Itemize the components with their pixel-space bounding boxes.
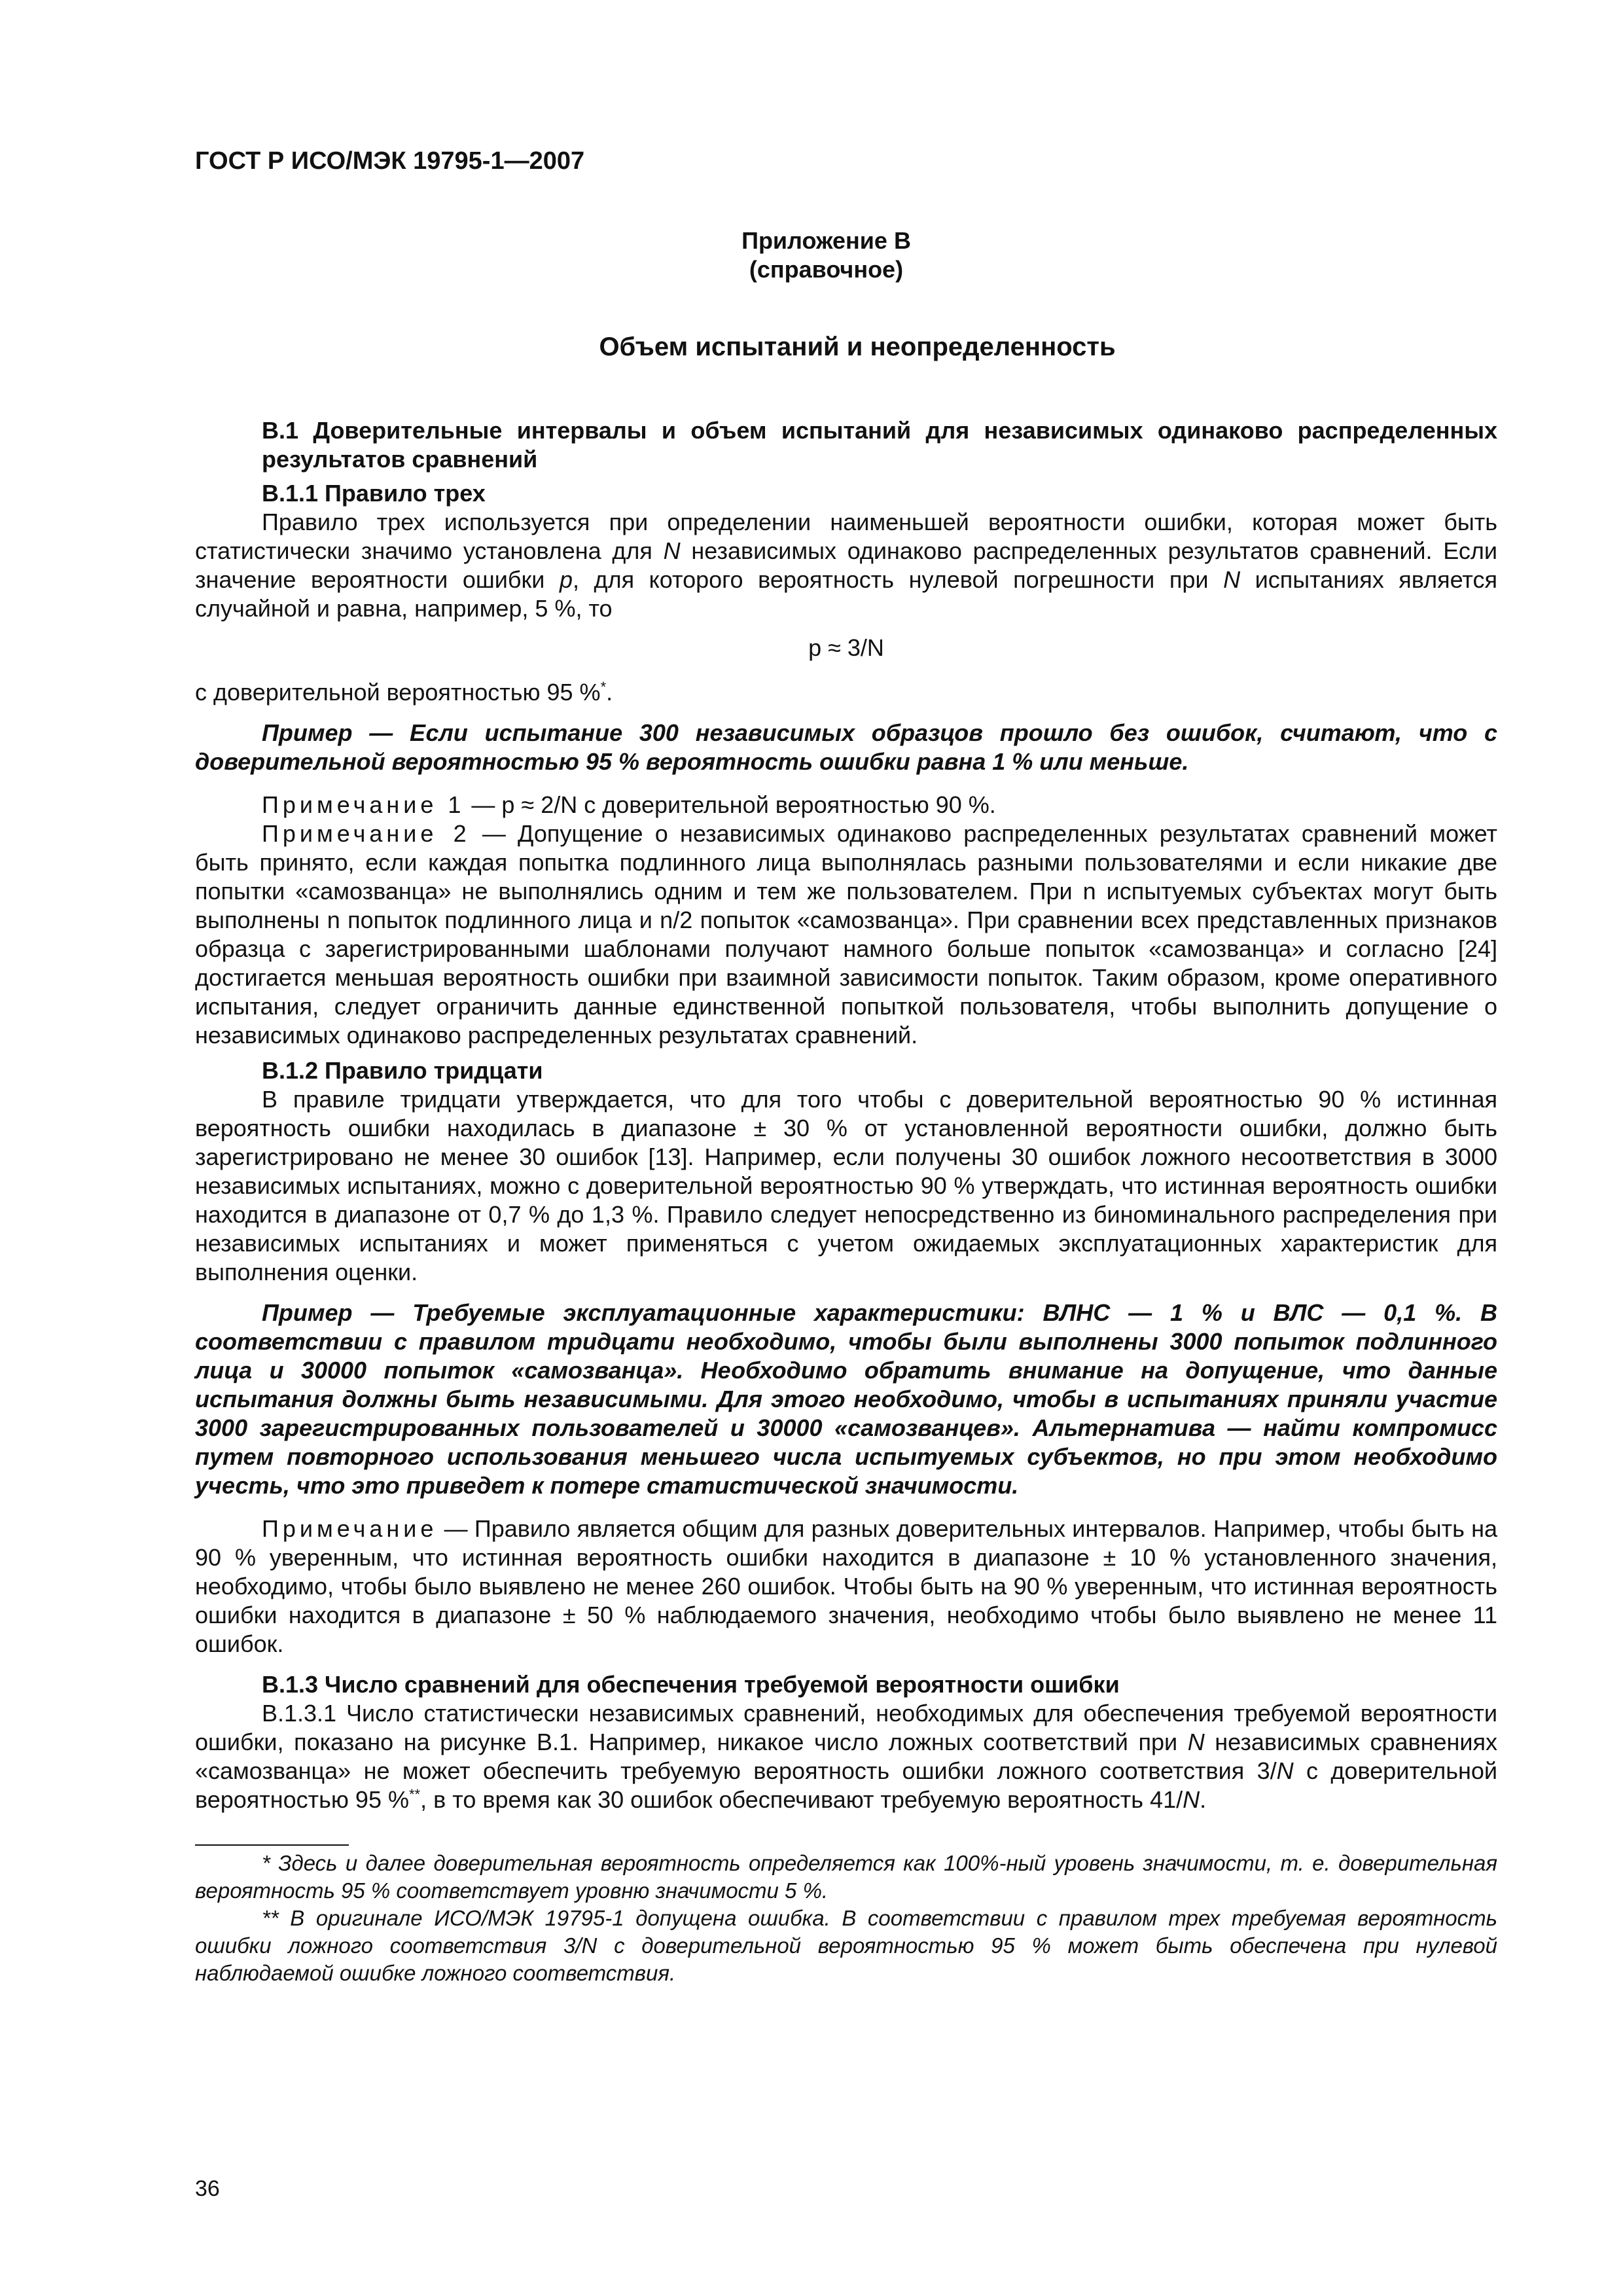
section-b12-heading: В.1.2 Правило тридцати xyxy=(262,1057,543,1084)
footnote-2: ** В оригинале ИСО/МЭК 19795-1 допущена ошибка. В соответствии с правилом трех требуемая вероятность ошибки ложного соответствия 3/N с доверительной вероятностью 95 % может быть обеспечена при нулевой наблюдаемой ошибке ложного соответствия. xyxy=(195,1906,1497,1985)
footnote-divider xyxy=(195,1844,349,1846)
note-2: Примечание 2 — Допущение о независимых одинаково распределенных результатах сравнений может быть принято, если каждая попытка подлинного лица выполнялась разными пользователями и если никакие две попытки «самозванца» не выполнялись одним и тем же пользователем. При n испытуемых субъектах могут быть выполнены n попыток подлинного лица и n/2 попыток «самозванца». При сравнении всех представленных признаков образца с зарегистрированными шаблонами получают намного больше попыток «самозванца» и согласно [24] достигается меньшая вероятность ошибки при взаимной зависимости попыток. Таким образом, кроме оперативного испытания, следует ограничить данные единственной попыткой пользователя, чтобы выполнить допущение о независимых одинаково распределенных результатах сравнений. xyxy=(195,820,1497,1049)
standard-header: ГОСТ Р ИСО/МЭК 19795-1—2007 xyxy=(195,147,585,175)
section-b1-heading: В.1 Доверительные интервалы и объем испытаний для независимых одинаково распределенных результатов сравнений xyxy=(262,417,1497,473)
note-rule-of-thirty: Примечание — Правило является общим для разных доверительных интервалов. Например, чтобы быть на 90 % уверенным, что истинная вероятность ошибки находится в диапазоне ± 10 % установленного значения, необходимо, чтобы было выявлено не менее 260 ошибок. Чтобы быть на 90 % уверенным, что истинная вероятность ошибки находится в диапазоне ± 50 % наблюдаемого значения, необходимо чтобы было выявлено не менее 11 ошибок. xyxy=(195,1515,1497,1657)
section-b11-heading: В.1.1 Правило трех xyxy=(262,480,486,507)
example-rule-of-thirty: Пример — Требуемые эксплуатационные характеристики: ВЛНС — 1 % и ВЛС — 0,1 %. В соответствии с правилом тридцати необходимо, чтобы были выполнены 3000 попыток подлинного лица и 30000 попыток «самозванца». Необходимо обратить внимание на допущение, что данные испытания должны быть независимыми. Для этого необходимо, чтобы в испытаниях приняли участие 3000 зарегистрированных пользователей и 30000 «самозванцев». Альтернатива — найти компромисс путем повторного использования меньшего числа испытуемых субъектов, но при этом необходимо учесть, что это приведет к потере статистической значимости. xyxy=(195,1299,1497,1499)
confidence-line: с доверительной вероятностью 95 %*. xyxy=(195,679,613,706)
section-b13-heading: В.1.3 Число сравнений для обеспечения требуемой вероятности ошибки xyxy=(262,1671,1120,1698)
formula-rule-of-three: p ≈ 3/N xyxy=(808,634,884,661)
section-b13-paragraph: В.1.3.1 Число статистически независимых сравнений, необходимых для обеспечения требуемой вероятности ошибки, показано на рисунке В.1. Например, никакое число ложных соответствий при N независимых сравнениях «самозванца» не может обеспечить требуемую вероятность ошибки ложного соответствия 3/N с доверительной вероятностью 95 %**, в то время как 30 ошибок обеспечивают требуемую вероятность 41/N. xyxy=(195,1700,1498,1813)
footnote-1: * Здесь и далее доверительная вероятность определяется как 100%-ный уровень значимости, т. е. доверительная вероятность 95 % соответствует уровню значимости 5 %. xyxy=(195,1851,1497,1903)
annex-name: Приложение В xyxy=(741,227,911,254)
example-rule-of-three: Пример — Если испытание 300 независимых образцов прошло без ошибок, считают, что с доверительной вероятностью 95 % вероятность ошибки равна 1 % или меньше. xyxy=(195,719,1497,775)
section-b12-paragraph: В правиле тридцати утверждается, что для того чтобы с доверительной вероятностью 90 % истинная вероятность ошибки находилась в диапазоне ± 30 % от установленной вероятности ошибки, должно быть зарегистрировано не менее 30 ошибок [13]. Например, если получены 30 ошибок ложного несоответствия в 3000 независимых испытаниях, можно с доверительной вероятностью 90 % утверждать, что истинная вероятность ошибки находится в диапазоне от 0,7 % до 1,3 %. Правило следует непосредственно из биноминального распределения при независимых испытаниях и может применяться с учетом ожидаемых эксплуатационных характеристик для выполнения оценки. xyxy=(195,1086,1497,1285)
annex-type: (справочное) xyxy=(749,256,904,283)
page-title: Объем испытаний и неопределенность xyxy=(599,332,1116,361)
page-number: 36 xyxy=(195,2176,220,2201)
document-body xyxy=(195,416,1497,1987)
note-1: Примечание 1 — p ≈ 2/N с доверительной вероятностью 90 %. xyxy=(262,791,996,818)
section-b11-paragraph: Правило трех используется при определении наименьшей вероятности ошибки, которая может быть статистически значимо установлена для N независимых одинаково распределенных результатов сравнений. Если значение вероятности ошибки p, для которого вероятность нулевой погрешности при N испытаниях является случайной и равна, например, 5 %, то xyxy=(195,509,1498,622)
